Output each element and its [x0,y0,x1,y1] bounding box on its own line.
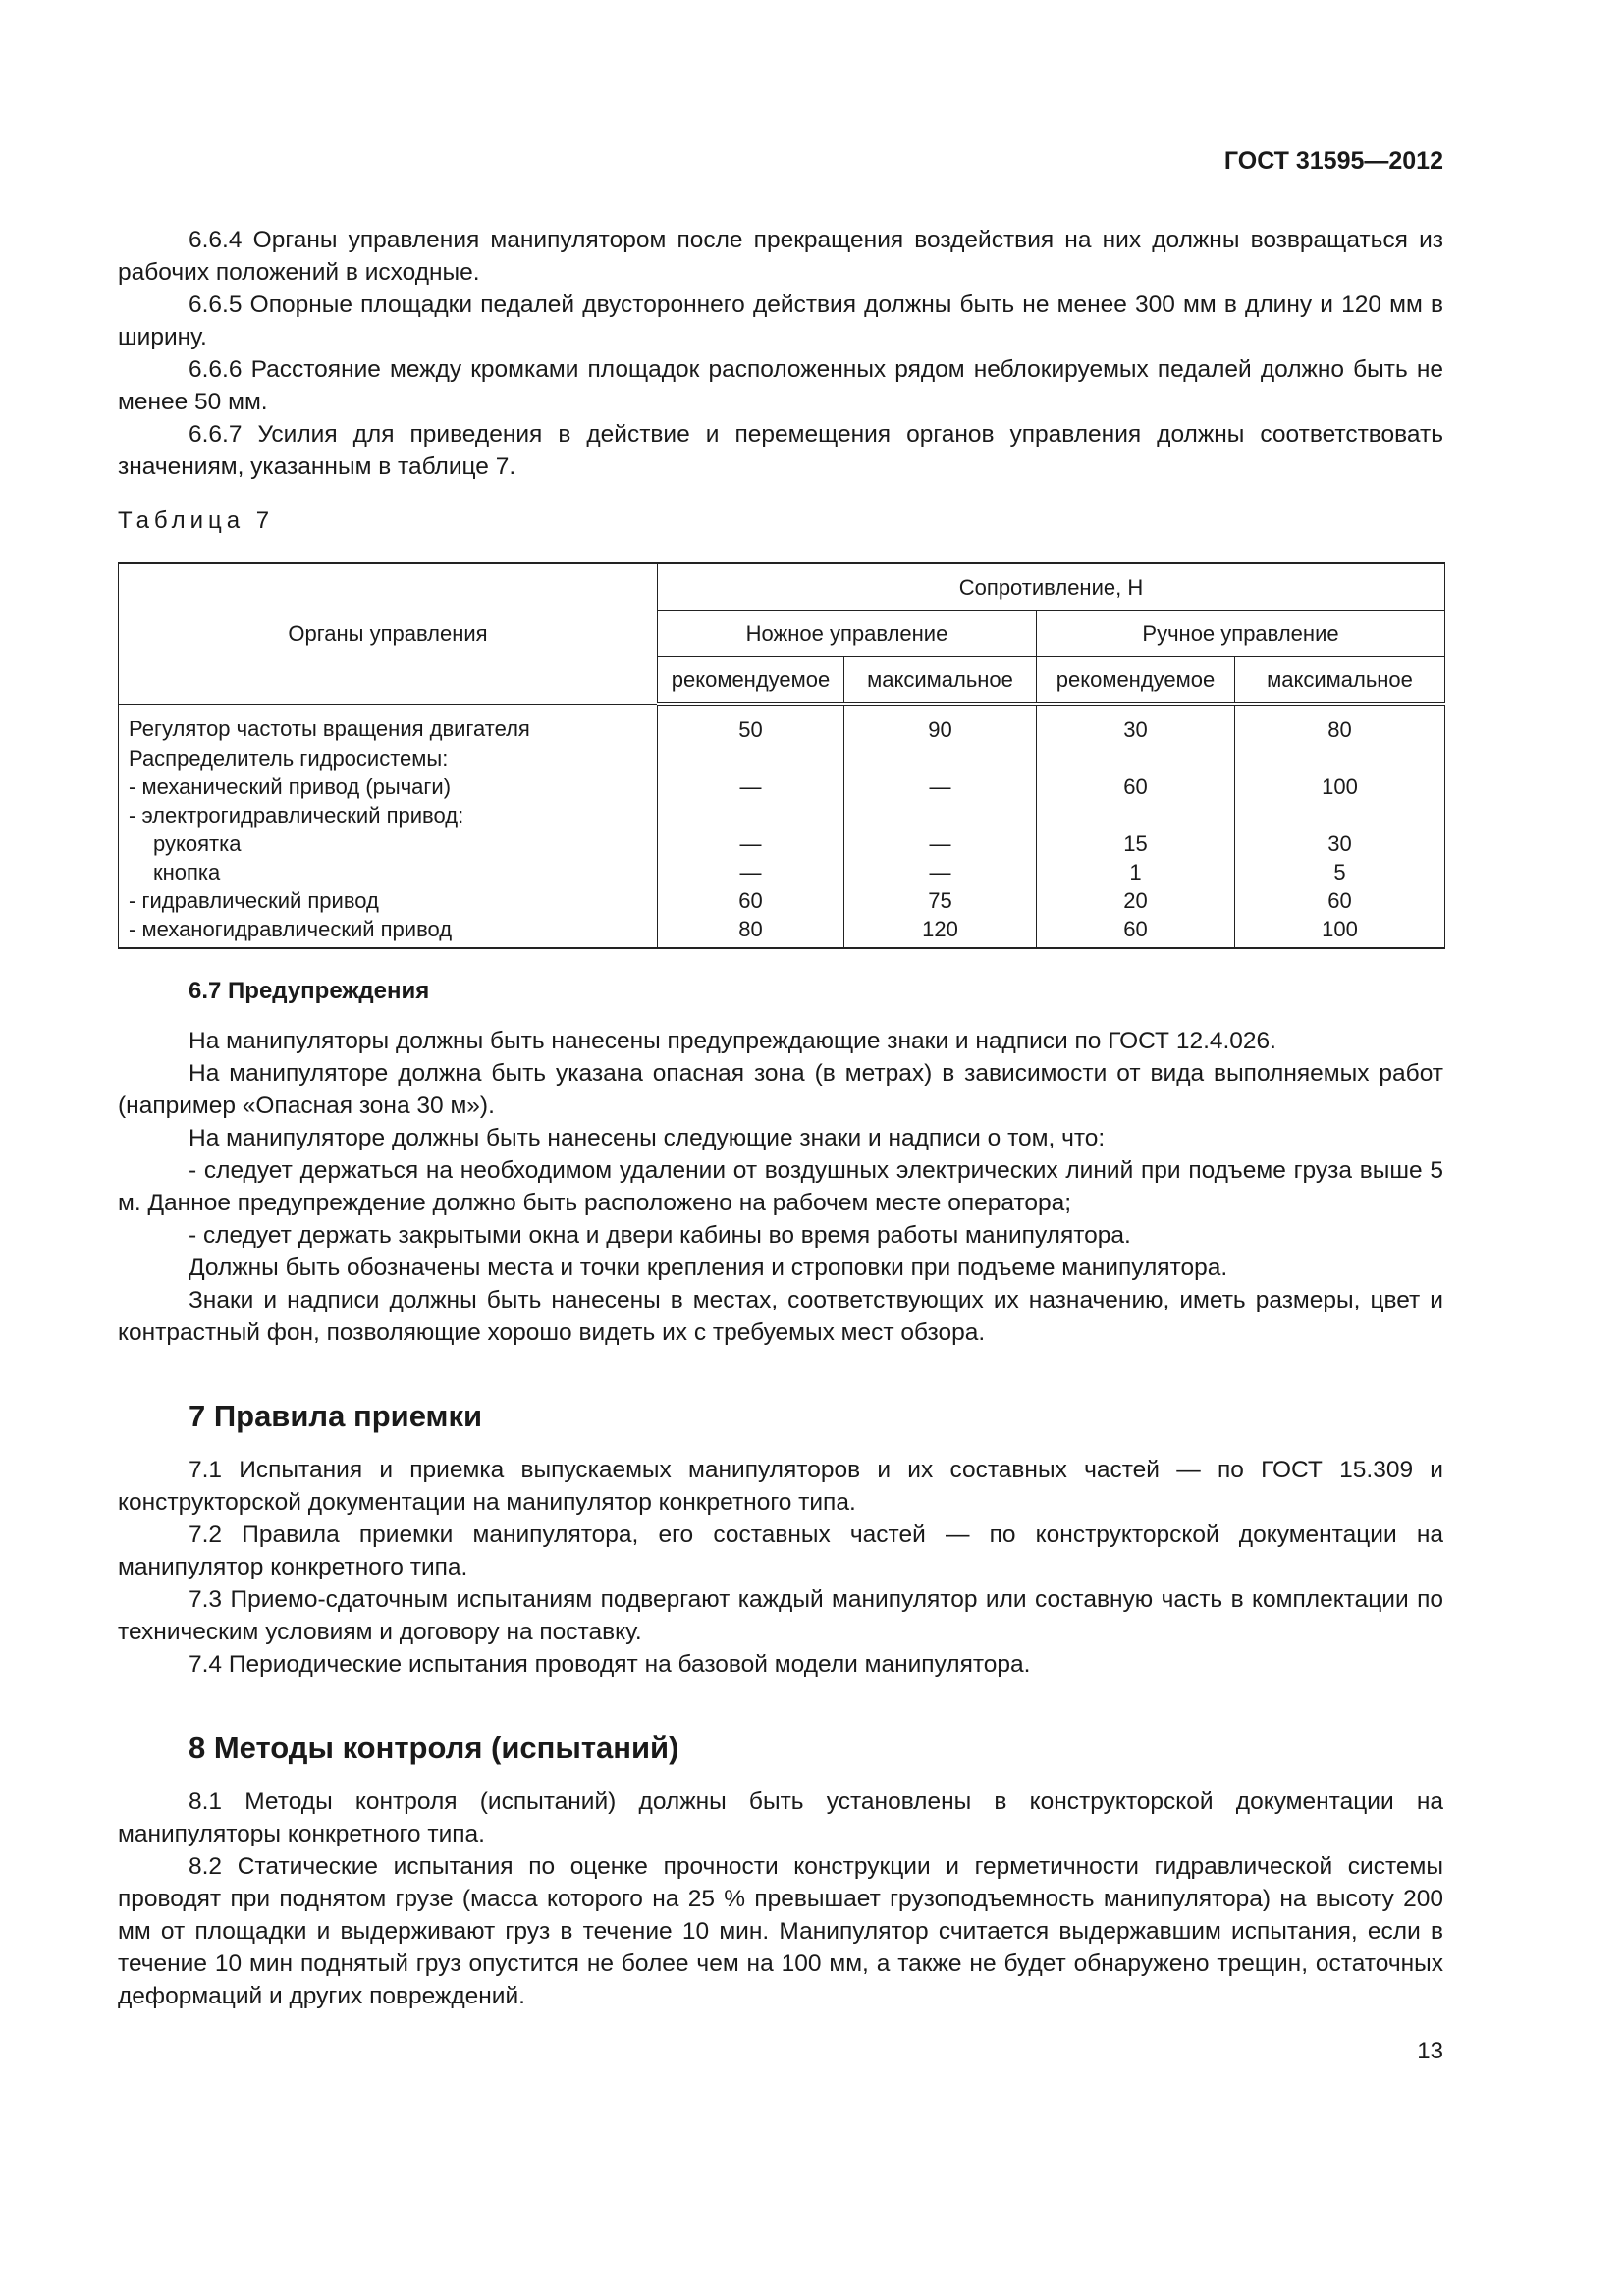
cell-hand-rec: 20 [1037,886,1235,915]
header-resistance: Сопротивление, Н [658,563,1445,611]
cell-foot-rec: — [658,829,844,858]
table-7 [118,562,1445,949]
paragraph: Знаки и надписи должны быть нанесены в местах, соответствующих их назначению, иметь размеры, цвет и контрастный фон, позволяющие хорошо видеть их с требуемых мест обзора. [118,1287,1443,1346]
row-name: - механический привод (рычаги) [119,773,658,801]
page-body [118,224,1443,2012]
cell-hand-max [1235,744,1445,773]
header-hand-recommended: рекомендуемое [1037,657,1235,705]
cell-foot-max: — [844,858,1037,886]
document-header-id: ГОСТ 31595—2012 [1223,147,1443,175]
paragraph-6-6-4: 6.6.4 Органы управления манипулятором после прекращения воздействия на них должны возвращаться из рабочих положений в исходные. [118,227,1443,286]
row-name: Регулятор частоты вращения двигателя [119,704,658,744]
cell-hand-rec [1037,744,1235,773]
cell-hand-rec: 30 [1037,704,1235,744]
paragraph: 7.4 Периодические испытания проводят на базовой модели манипулятора. [189,1651,1031,1678]
cell-hand-rec [1037,801,1235,829]
cell-hand-rec: 60 [1037,773,1235,801]
header-controls: Органы управления [119,563,658,704]
table-row [119,704,1445,744]
table-row [119,801,1445,829]
cell-foot-max: 90 [844,704,1037,744]
paragraph-6-6-6: 6.6.6 Расстояние между кромками площадок расположенных рядом неблокируемых педалей должно быть не менее 50 мм. [118,356,1443,415]
header-foot-recommended: рекомендуемое [658,657,844,705]
cell-foot-max: 120 [844,915,1037,948]
cell-foot-rec: 80 [658,915,844,948]
cell-hand-rec: 15 [1037,829,1235,858]
table-row [119,886,1445,915]
cell-hand-max: 5 [1235,858,1445,886]
cell-hand-max: 100 [1235,915,1445,948]
header-foot-control: Ножное управление [658,611,1037,657]
cell-foot-rec [658,801,844,829]
header-foot-maximum: максимальное [844,657,1037,705]
row-name: - гидравлический привод [119,886,658,915]
paragraph: - следует держаться на необходимом удалении от воздушных электрических линий при подъеме груза выше 5 м. Данное предупреждение должно быть расположено на рабочем месте оператора; [118,1157,1443,1216]
paragraph: 8.1 Методы контроля (испытаний) должны быть установлены в конструкторской документации на манипуляторы конкретного типа. [118,1789,1443,1847]
paragraph: На манипуляторе должна быть указана опасная зона (в метрах) в зависимости от вида выполняемых работ (например «Опасная зона 30 м»). [118,1060,1443,1119]
table-row [119,773,1445,801]
paragraph: 7.1 Испытания и приемка выпускаемых манипуляторов и их составных частей — по ГОСТ 15.309 и конструкторской документации на манипулятор конкретного типа. [118,1457,1443,1516]
row-name: - механогидравлический привод [119,915,658,948]
cell-hand-rec: 1 [1037,858,1235,886]
table-row [119,915,1445,948]
header-hand-maximum: максимальное [1235,657,1445,705]
cell-foot-max: 75 [844,886,1037,915]
header-hand-control: Ручное управление [1037,611,1445,657]
cell-hand-rec: 60 [1037,915,1235,948]
paragraph: 7.3 Приемо-сдаточным испытаниям подвергают каждый манипулятор или составную часть в комплектации по техническим условиям и договору на поставку. [118,1586,1443,1645]
row-name: Распределитель гидросистемы: [119,744,658,773]
section-8-heading: 8 Методы контроля (испытаний) [189,1731,679,1765]
cell-hand-max [1235,801,1445,829]
cell-foot-rec: — [658,773,844,801]
section-6-7-heading: 6.7 Предупреждения [189,978,430,1004]
cell-hand-max: 80 [1235,704,1445,744]
paragraph: 7.2 Правила приемки манипулятора, его составных частей — по конструкторской документации на манипулятор конкретного типа. [118,1522,1443,1580]
cell-foot-max: — [844,773,1037,801]
paragraph: На манипуляторе должны быть нанесены следующие знаки и надписи о том, что: [189,1125,1106,1151]
cell-foot-rec [658,744,844,773]
section-7-heading: 7 Правила приемки [189,1399,483,1433]
cell-hand-max: 100 [1235,773,1445,801]
table-caption: Таблица 7 [118,507,275,534]
row-name: кнопка [119,858,658,886]
cell-foot-max: — [844,829,1037,858]
cell-hand-max: 60 [1235,886,1445,915]
cell-hand-max: 30 [1235,829,1445,858]
paragraph: На манипуляторы должны быть нанесены предупреждающие знаки и надписи по ГОСТ 12.4.026. [189,1028,1276,1054]
page-number: 13 [1417,2038,1443,2064]
cell-foot-rec: 50 [658,704,844,744]
paragraph: Должны быть обозначены места и точки крепления и строповки при подъеме манипулятора. [189,1255,1228,1281]
paragraph: 8.2 Статические испытания по оценке прочности конструкции и герметичности гидравлической системы проводят при поднятом грузе (масса которого на 25 % превышает грузоподъемность манипулятора) на высоту 200 мм от площадки и выдерживают груз в течение 10 мин. Манипулятор считается выдержавшим испытания, если в течение 10 мин поднятый груз опустится не более чем на 100 мм, а также не будет обнаружено трещин, остаточных деформаций и других повреждений. [118,1853,1443,2009]
cell-foot-max [844,744,1037,773]
cell-foot-max [844,801,1037,829]
row-name: рукоятка [119,829,658,858]
cell-foot-rec: 60 [658,886,844,915]
paragraph: - следует держать закрытыми окна и двери кабины во время работы манипулятора. [189,1222,1131,1249]
paragraph-6-6-7: 6.6.7 Усилия для приведения в действие и перемещения органов управления должны соответствовать значениям, указанным в таблице 7. [118,421,1443,480]
row-name: - электрогидравлический привод: [119,801,658,829]
paragraph-6-6-5: 6.6.5 Опорные площадки педалей двустороннего действия должны быть не менее 300 мм в длину и 120 мм в ширину. [118,292,1443,350]
table-row [119,829,1445,858]
table-row [119,744,1445,773]
table-row [119,858,1445,886]
cell-foot-rec: — [658,858,844,886]
